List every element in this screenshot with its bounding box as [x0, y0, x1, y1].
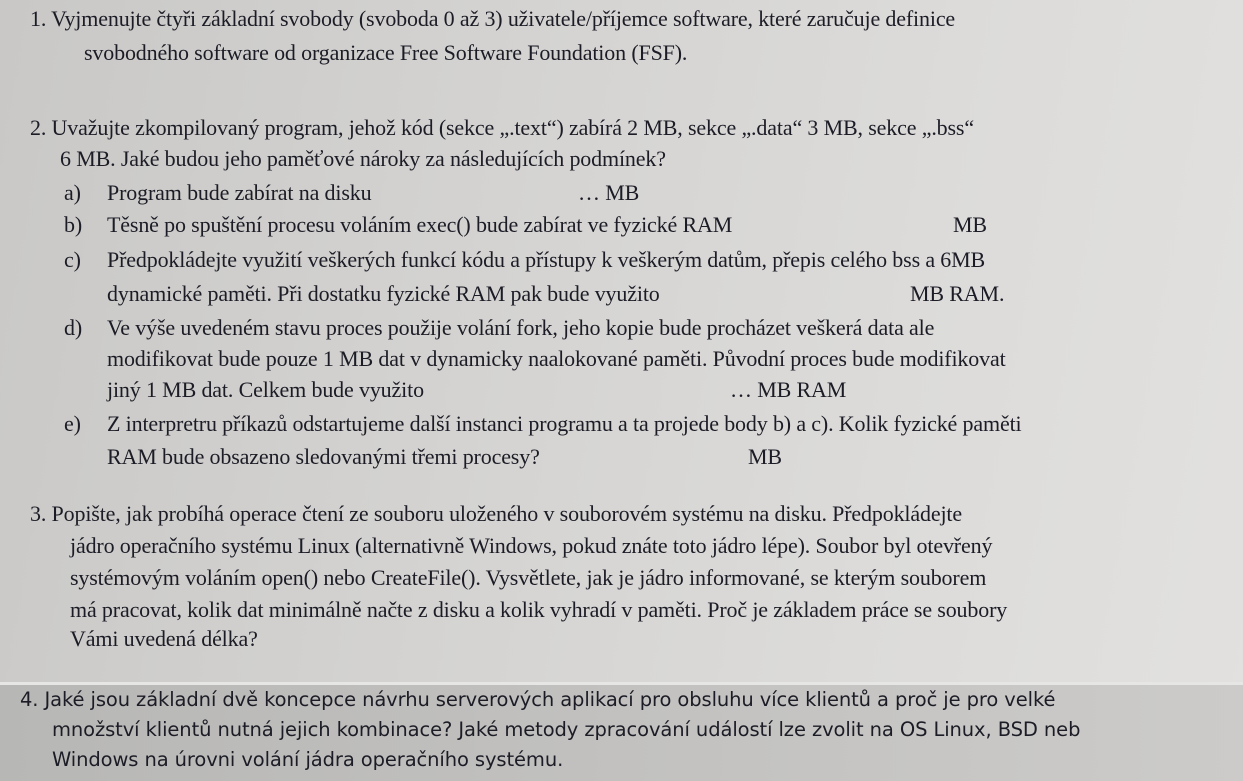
q3-line-1: 3. Popište, jak probíhá operace čtení ze souboru uloženého v souborovém systému na disku. Předpokládejte	[30, 501, 963, 526]
q4-line-2: množství klientů nutná jejich kombinace? Jaké metody zpracování událostí lze zvolit na OS Linux, BSD neb	[52, 718, 1081, 741]
q2-e-line-2: RAM bude obsazeno sledovanými třemi procesy?	[107, 444, 540, 469]
q2-d-marker: d)	[64, 315, 83, 340]
q3-line-5: Vámi uvedená délka?	[70, 626, 258, 651]
q2-line-1: 2. Uvažujte zkompilovaný program, jehož kód (sekce „.text“) zabírá 2 MB, sekce „.data“ 3 MB, sekce „.bss“	[30, 115, 974, 140]
q2-b-marker: b)	[64, 212, 83, 237]
q2-c-line-1: Předpokládejte využití veškerých funkcí kódu a přístupy k veškerým datům, přepis celého bss a 6MB	[107, 247, 986, 272]
q4-line-1: 4. Jaké jsou základní dvě koncepce návrhu serverových aplikací pro obsluhu více klientů a proč je pro velké	[20, 688, 1056, 711]
q2-d-line-3: jiný 1 MB dat. Celkem bude využito	[107, 377, 424, 402]
q3-line-2: jádro operačního systému Linux (alternativně Windows, pokud znáte toto jádro lépe). Soubor byl otevřený	[70, 533, 993, 558]
q2-e-answer: MB	[748, 444, 782, 469]
q4-line-3: Windows na úrovni volání jádra operačního systému.	[52, 748, 564, 771]
q2-e-line-1: Z interpretru příkazů odstartujeme další instanci programu a ta projede body b) a c). Kolik fyzické paměti	[107, 411, 1022, 436]
q2-c-marker: c)	[64, 247, 81, 272]
q2-a-text: Program bude zabírat na disku	[107, 180, 372, 205]
q2-d-answer: … MB RAM	[730, 377, 847, 402]
q2-a-answer: … MB	[578, 180, 640, 205]
q3-line-4: má pracovat, kolik dat minimálně načte z disku a kolik vyhradí v paměti. Proč je základem práce se soubory	[70, 597, 1008, 622]
q1-line-1: 1. Vyjmenujte čtyři základní svobody (svoboda 0 až 3) uživatele/příjemce software, které zaručuje definice	[30, 6, 956, 31]
q2-d-line-1: Ve výše uvedeném stavu proces použije volání fork, jeho kopie bude procházet veškerá data ale	[107, 315, 935, 340]
q3-line-3: systémovým voláním open() nebo CreateFile(). Vysvětlete, jak je jádro informované, se kterým souborem	[70, 565, 987, 590]
q2-b-answer: MB	[953, 212, 987, 237]
q2-c-answer: MB RAM.	[910, 281, 1005, 306]
q1-line-2: svobodného software od organizace Free Software Foundation (FSF).	[84, 40, 688, 65]
q2-b-text: Těsně po spuštění procesu voláním exec() bude zabírat ve fyzické RAM	[107, 212, 733, 237]
q2-d-line-2: modifikovat bude pouze 1 MB dat v dynamicky naalokované paměti. Původní proces bude modifikovat	[107, 346, 1006, 371]
q2-e-marker: e)	[64, 411, 81, 436]
q2-c-line-2: dynamické paměti. Při dostatku fyzické RAM pak bude využito	[107, 281, 660, 306]
q2-a-marker: a)	[64, 180, 81, 205]
q2-line-2: 6 MB. Jaké budou jeho paměťové nároky za následujících podmínek?	[60, 146, 666, 171]
